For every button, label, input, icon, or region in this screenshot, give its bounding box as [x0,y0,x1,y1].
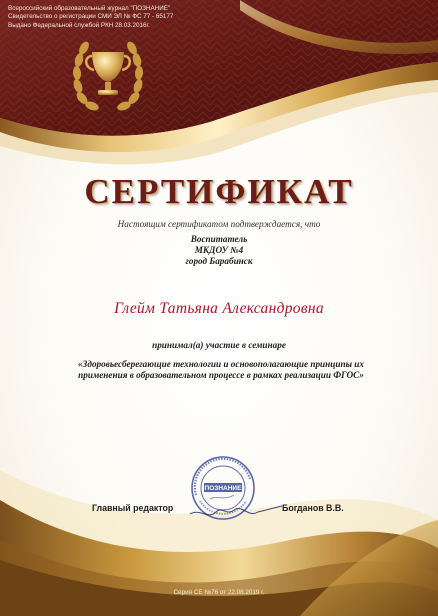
stamp-center-text: ПОЗНАНИЕ [204,485,242,493]
participation-text: принимал(а) участие в семинаре [152,340,286,350]
signature-role: Главный редактор [92,503,174,513]
recipient-name: Глейм Татьяна Александровна [114,300,324,317]
signature-name: Богданов В.В. [282,503,344,513]
registration-info [8,5,248,30]
recipient-city: город Барабинск [185,256,253,266]
seminar-topic: «Здоровьесберегающие технологии и основополагающие принципы их применения в образовательном процессе в рамках реализации ФГОС» [78,359,364,380]
recipient-position: Воспитатель [190,234,248,244]
certificate-subtitle: Настоящим сертификатом подтверждается, что [117,219,321,229]
signature-scribble [186,498,286,528]
certificate-title: СЕРТИФИКАТ [84,172,354,211]
journal-name: Всероссийский образовательный журнал "ПОЗНАНИЕ" [8,5,171,12]
registration-number: Свидетельство о регистрации СМИ ЭЛ № ФС 77 - 65177 [8,13,174,21]
recipient-organization: МКДОУ №4 [194,245,244,255]
registration-issuer: Выдано Федеральной службой РКН 28.03.2016г. [8,21,150,29]
series-number: Серия СЕ №76 от 22.08.2019 г. [173,589,265,596]
